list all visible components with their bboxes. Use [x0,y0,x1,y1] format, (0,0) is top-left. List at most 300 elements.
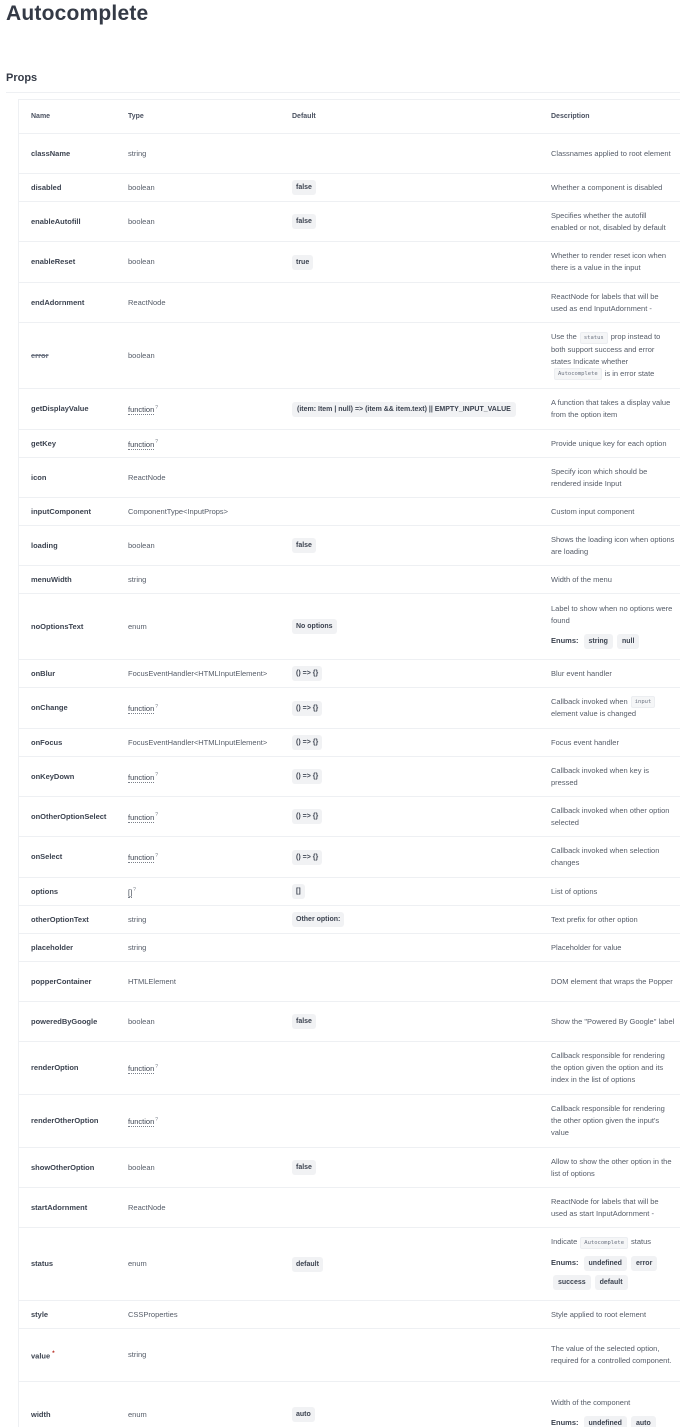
prop-name [19,837,116,878]
description-text: Width of the component [551,1397,675,1409]
prop-name-text: onFocus [31,738,62,747]
enum-value-badge: success [553,1275,591,1290]
enums-label: Enums: [551,636,579,645]
type-help-icon[interactable]: ? [155,1117,158,1123]
default-value-badge: () => {} [292,850,322,865]
prop-name-text: renderOtherOption [31,1116,99,1125]
prop-description [539,934,680,962]
prop-type [116,458,280,498]
prop-name-text: style [31,1310,48,1319]
prop-type [116,660,280,688]
prop-description [539,323,680,389]
default-value-badge: default [292,1257,323,1272]
enum-value-badge: error [631,1256,657,1271]
prop-name [19,458,116,498]
description-fragment: Indicate [551,1237,577,1246]
prop-description [539,1095,680,1148]
prop-default [280,242,539,283]
prop-type [116,797,280,837]
description-fragment: is in error state [605,369,655,378]
type-text: boolean [128,1163,155,1172]
enum-value-badge: undefined [584,1416,627,1427]
table-row [19,174,680,202]
table-row [19,729,680,757]
table-row [19,389,680,430]
prop-name-text: onBlur [31,669,55,678]
type-help-icon[interactable]: ? [133,887,136,893]
type-text: string [128,943,146,952]
type-help-icon[interactable]: ? [155,772,158,778]
type-text: FocusEventHandler<HTMLInputElement> [128,738,267,747]
prop-description [539,134,680,174]
inline-code: Autocomplete [580,1237,628,1249]
prop-name-text: showOtherOption [31,1163,94,1172]
prop-description [539,498,680,526]
prop-name-text: inputComponent [31,507,91,516]
prop-name [19,1042,116,1095]
prop-description [539,1228,680,1301]
prop-description [539,202,680,242]
default-value-badge: auto [292,1407,315,1422]
prop-name [19,566,116,594]
prop-type [116,389,280,430]
default-value-badge: () => {} [292,769,322,784]
prop-type [116,430,280,458]
prop-default [280,174,539,202]
prop-default [280,134,539,174]
description-text [551,696,675,720]
prop-default [280,1148,539,1188]
prop-description [539,962,680,1002]
prop-type [116,688,280,729]
prop-name-text: className [31,149,70,158]
enum-value-badge: auto [631,1416,656,1427]
props-table-card [18,99,680,1427]
prop-name [19,526,116,566]
default-value-badge: (item: Item | null) => (item && item.text) || EMPTY_INPUT_VALUE [292,402,516,417]
prop-name-text: popperContainer [31,977,91,986]
description-text: Callback invoked when other option selected [551,805,675,829]
default-value-badge: false [292,1014,316,1029]
column-header-description: Description [539,100,680,134]
prop-default [280,1042,539,1095]
prop-name [19,1329,116,1382]
description-fragment: Use the [551,332,577,341]
description-text: Show the "Powered By Google" label [551,1016,675,1028]
type-link[interactable]: function [128,440,154,450]
description-text: Specifies whether the autofill enabled or not, disabled by default [551,210,675,234]
enum-value-badge: null [617,634,639,649]
prop-default [280,962,539,1002]
prop-default [280,878,539,906]
type-link[interactable]: function [128,1117,154,1127]
enum-value-badge: string [584,634,613,649]
description-text: Provide unique key for each option [551,438,675,450]
prop-name [19,283,116,323]
prop-name [19,729,116,757]
table-row [19,837,680,878]
table-row [19,1382,680,1427]
description-text: ReactNode for labels that will be used as end InputAdornment - [551,291,675,315]
prop-description [539,1002,680,1042]
default-value-badge: [] [292,884,305,899]
type-text: boolean [128,541,155,550]
prop-description [539,729,680,757]
prop-description [539,283,680,323]
prop-name-text: renderOption [31,1063,79,1072]
table-row [19,458,680,498]
prop-description [539,837,680,878]
type-text: string [128,1350,146,1359]
description-fragment: Callback invoked when [551,697,628,706]
table-row [19,242,680,283]
prop-name [19,962,116,1002]
enums-label: Enums: [551,1258,579,1267]
prop-description [539,389,680,430]
table-row [19,526,680,566]
description-text: DOM element that wraps the Popper [551,976,675,988]
prop-name [19,1095,116,1148]
prop-name-text: loading [31,541,58,550]
prop-type [116,837,280,878]
type-link[interactable]: function [128,704,154,714]
prop-default [280,283,539,323]
prop-default [280,837,539,878]
prop-type [116,1095,280,1148]
prop-default [280,1301,539,1329]
prop-description [539,458,680,498]
table-row [19,134,680,174]
prop-name [19,389,116,430]
type-help-icon[interactable]: ? [155,704,158,710]
table-row [19,430,680,458]
type-link[interactable]: [] [128,888,132,898]
default-value-badge: Other option: [292,912,344,927]
table-row [19,1148,680,1188]
type-link[interactable]: function [128,813,154,823]
prop-default [280,566,539,594]
type-text: CSSProperties [128,1310,178,1319]
prop-description [539,1148,680,1188]
description-fragment: prop instead to both support success and error states Indicate whether [551,332,660,365]
type-text: string [128,575,146,584]
type-text: ReactNode [128,1203,166,1212]
description-text: Custom input component [551,506,675,518]
type-text: string [128,915,146,924]
type-help-icon[interactable]: ? [155,853,158,859]
prop-type [116,1228,280,1301]
default-value-badge: false [292,538,316,553]
description-text: Width of the menu [551,574,675,586]
prop-name-text: onSelect [31,852,62,861]
prop-name-text: noOptionsText [31,622,83,631]
table-row [19,797,680,837]
prop-type [116,1188,280,1228]
prop-default [280,906,539,934]
table-row [19,1329,680,1382]
prop-type [116,526,280,566]
prop-description [539,1329,680,1382]
prop-name-text: error [31,351,49,360]
prop-name-text: otherOptionText [31,915,89,924]
prop-type [116,962,280,1002]
prop-default [280,729,539,757]
default-value-badge: () => {} [292,666,322,681]
prop-name [19,174,116,202]
description-fragment: status [631,1237,651,1246]
prop-description [539,174,680,202]
type-link[interactable]: function [128,405,154,415]
description-text: Focus event handler [551,737,675,749]
prop-type [116,134,280,174]
description-text: Specify icon which should be rendered inside Input [551,466,675,490]
prop-description [539,757,680,797]
prop-default [280,323,539,389]
prop-default [280,498,539,526]
prop-description [539,1042,680,1095]
enum-value-badge: undefined [584,1256,627,1271]
prop-name [19,934,116,962]
description-text: Classnames applied to root element [551,148,675,160]
description-text: Label to show when no options were found [551,603,675,627]
prop-name-text: getKey [31,439,56,448]
prop-type [116,1301,280,1329]
table-row [19,906,680,934]
enums-label: Enums: [551,1418,579,1427]
prop-type [116,594,280,660]
description-text: Placeholder for value [551,942,675,954]
props-table [19,100,680,1427]
type-text: enum [128,1410,147,1419]
table-row [19,1188,680,1228]
prop-description [539,660,680,688]
prop-name [19,660,116,688]
table-row [19,962,680,1002]
table-row [19,1042,680,1095]
type-help-icon[interactable]: ? [155,439,158,445]
prop-name-text: value [31,1351,50,1360]
type-text: ComponentType<InputProps> [128,507,228,516]
section-divider [6,92,680,93]
prop-type [116,566,280,594]
prop-description [539,1188,680,1228]
prop-description [539,878,680,906]
default-value-badge: No options [292,619,337,634]
default-value-badge: false [292,180,316,195]
table-row [19,878,680,906]
default-value-badge: false [292,214,316,229]
table-row [19,323,680,389]
default-value-badge: () => {} [292,735,322,750]
type-help-icon[interactable]: ? [155,1064,158,1070]
prop-type [116,174,280,202]
prop-description [539,1382,680,1427]
table-row [19,934,680,962]
prop-default [280,202,539,242]
prop-type [116,1002,280,1042]
prop-name [19,906,116,934]
prop-default [280,757,539,797]
type-text: ReactNode [128,473,166,482]
prop-description [539,688,680,729]
default-value-badge: () => {} [292,701,322,716]
table-row [19,688,680,729]
prop-name [19,323,116,389]
prop-name [19,1382,116,1427]
default-value-badge: () => {} [292,809,322,824]
type-text: HTMLElement [128,977,176,986]
description-text: List of options [551,886,675,898]
type-text: boolean [128,217,155,226]
prop-type [116,1148,280,1188]
type-text: boolean [128,257,155,266]
enums-list [551,632,675,651]
props-table-body [19,134,680,1427]
type-link[interactable]: function [128,773,154,783]
prop-type [116,202,280,242]
description-text: ReactNode for labels that will be used as start InputAdornment - [551,1196,675,1220]
prop-name-text: width [31,1410,51,1419]
required-marker: * [52,1351,54,1357]
prop-name-text: status [31,1259,53,1268]
prop-name [19,757,116,797]
type-text: string [128,149,146,158]
prop-name [19,430,116,458]
prop-name-text: enableAutofill [31,217,81,226]
prop-default [280,389,539,430]
description-text: Shows the loading icon when options are loading [551,534,675,558]
column-header-name: Name [19,100,116,134]
description-fragment: element value is changed [551,709,636,718]
description-text [551,1236,675,1248]
prop-default [280,688,539,729]
prop-default [280,526,539,566]
type-help-icon[interactable]: ? [155,405,158,411]
type-text: enum [128,1259,147,1268]
prop-name [19,1301,116,1329]
table-row [19,1002,680,1042]
enums-list [551,1254,675,1292]
default-value-badge: false [292,1160,316,1175]
prop-description [539,797,680,837]
type-link[interactable]: function [128,1064,154,1074]
table-row [19,283,680,323]
description-text: Callback invoked when key is pressed [551,765,675,789]
type-text: FocusEventHandler<HTMLInputElement> [128,669,267,678]
prop-name-text: onOtherOptionSelect [31,812,106,821]
prop-default [280,1095,539,1148]
prop-name-text: menuWidth [31,575,72,584]
enum-value-badge: default [595,1275,628,1290]
inline-code: Autocomplete [554,368,602,380]
description-text: Blur event handler [551,668,675,680]
description-text: The value of the selected option, required for a controlled component. [551,1343,675,1367]
prop-type [116,1042,280,1095]
description-text [551,331,675,379]
prop-name-text: enableReset [31,257,75,266]
prop-type [116,498,280,526]
column-header-default: Default [280,100,539,134]
prop-description [539,594,680,660]
description-text: Whether a component is disabled [551,182,675,194]
inline-code: input [631,696,656,708]
prop-default [280,430,539,458]
table-row [19,498,680,526]
prop-name [19,1188,116,1228]
prop-type [116,934,280,962]
prop-description [539,906,680,934]
prop-name-text: endAdornment [31,298,84,307]
description-text: Text prefix for other option [551,914,675,926]
prop-type [116,323,280,389]
prop-default [280,797,539,837]
description-text: A function that takes a display value from the option item [551,397,675,421]
prop-default [280,934,539,962]
prop-name-text: placeholder [31,943,73,952]
prop-name-text: onChange [31,703,68,712]
prop-name-text: poweredByGoogle [31,1017,97,1026]
prop-name-text: onKeyDown [31,772,74,781]
prop-description [539,430,680,458]
table-row [19,1228,680,1301]
type-text: boolean [128,1017,155,1026]
prop-name [19,688,116,729]
description-text: Callback responsible for rendering the option given the option and its index in the list of options [551,1050,675,1086]
prop-name [19,134,116,174]
description-text: Allow to show the other option in the list of options [551,1156,675,1180]
prop-name-text: startAdornment [31,1203,87,1212]
table-header-row [19,100,680,134]
prop-type [116,729,280,757]
prop-type [116,1382,280,1427]
type-text: enum [128,622,147,631]
table-row [19,1095,680,1148]
type-text: ReactNode [128,298,166,307]
prop-default [280,1228,539,1301]
prop-name [19,242,116,283]
description-text: Callback responsible for rendering the other option given the input's value [551,1103,675,1139]
prop-name-text: icon [31,473,46,482]
description-text: Whether to render reset icon when there is a value in the input [551,250,675,274]
type-text: boolean [128,183,155,192]
prop-type [116,242,280,283]
prop-name-text: options [31,887,58,896]
prop-name [19,594,116,660]
prop-name [19,1002,116,1042]
prop-name [19,797,116,837]
prop-description [539,1301,680,1329]
prop-default [280,1382,539,1427]
prop-default [280,594,539,660]
table-row [19,594,680,660]
section-title-props: Props [6,72,37,84]
prop-name-text: disabled [31,183,61,192]
description-text: Callback invoked when selection changes [551,845,675,869]
table-row [19,1301,680,1329]
type-text: boolean [128,351,155,360]
prop-name [19,878,116,906]
type-help-icon[interactable]: ? [155,812,158,818]
prop-default [280,1329,539,1382]
table-row [19,202,680,242]
description-text: Style applied to root element [551,1309,675,1321]
type-link[interactable]: function [128,853,154,863]
prop-name-text: getDisplayValue [31,404,89,413]
prop-name [19,1148,116,1188]
enums-list [551,1414,675,1427]
prop-default [280,1188,539,1228]
prop-type [116,757,280,797]
